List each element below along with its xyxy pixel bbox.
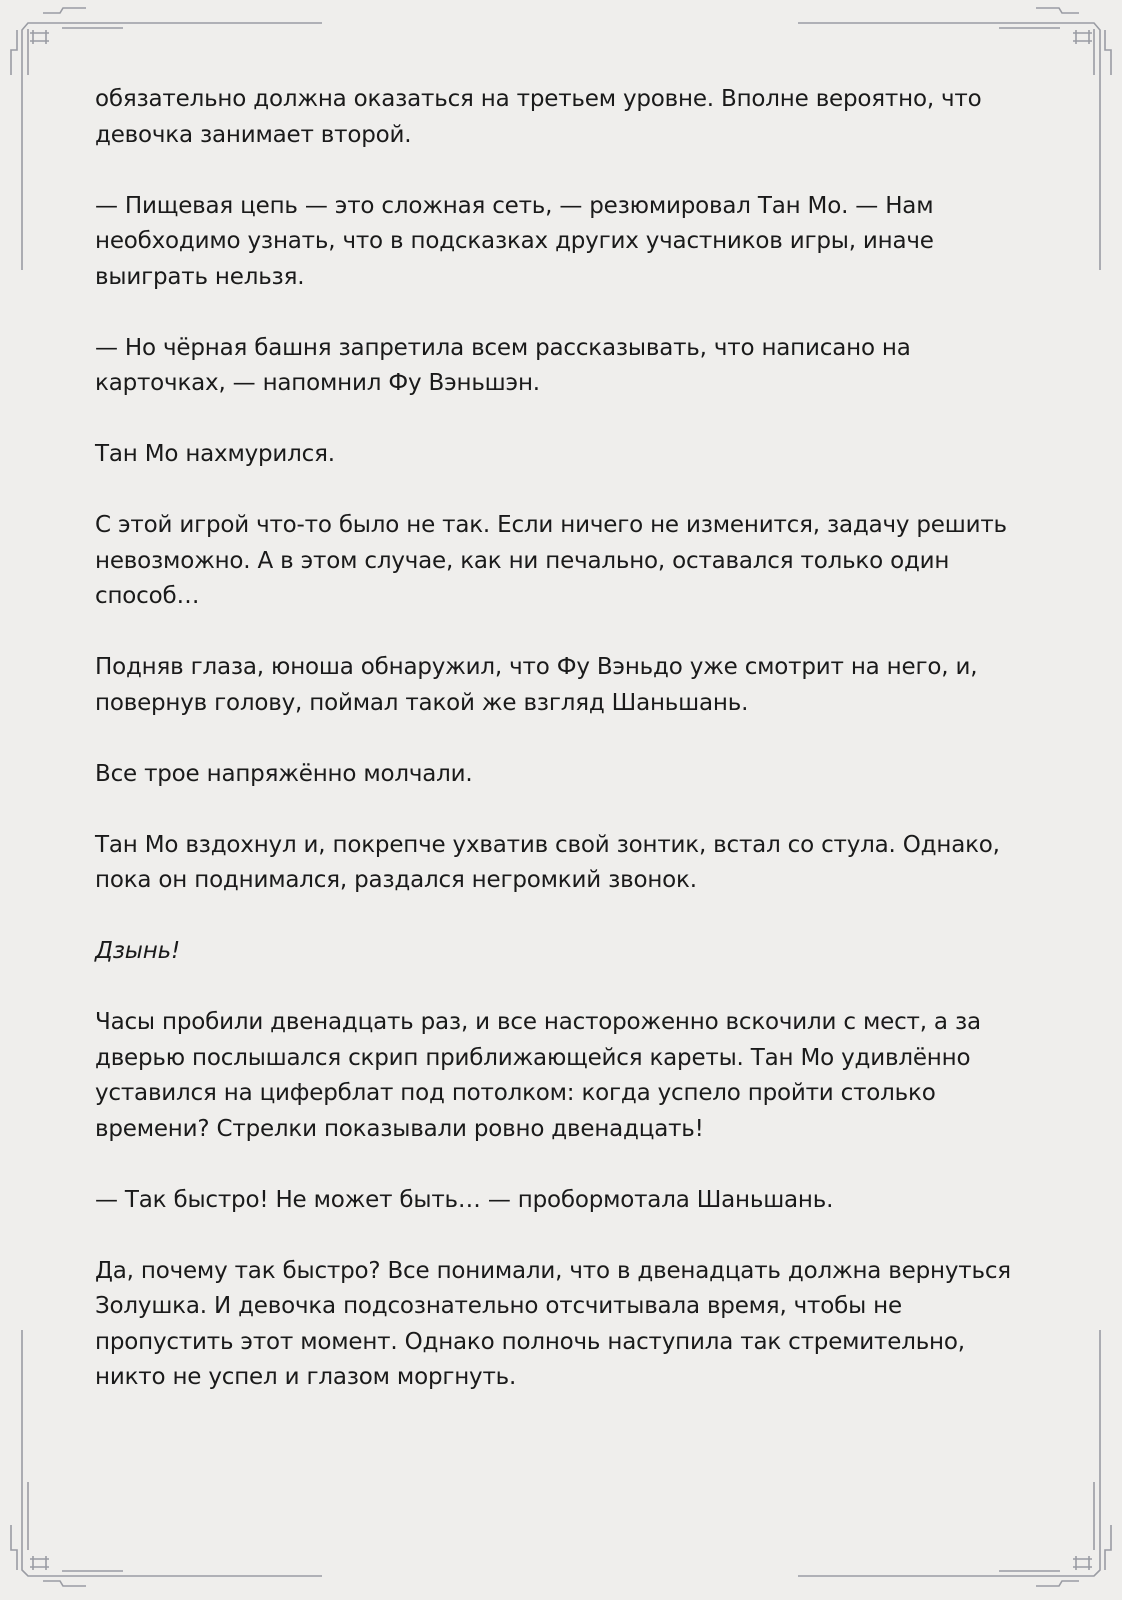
paragraph-italic-sound: Дзынь! [95,938,180,964]
paragraph: Часы пробили двенадцать раз, и все настороженно вскочили с мест, а за дверью послышался скрип приближающейся кареты. Тан Мо удивлённо уставился на циферблат под потолком: когда успело пройти столько времени? Стрелки показывали ровно двенадцать! [95,1009,981,1142]
paragraph: — Так быстро! Не может быть… — пробормотала Шаньшань. [95,1186,834,1213]
paragraph: обязательно должна оказаться на третьем уровне. Вполне вероятно, что девочка занимает второй. [95,86,982,148]
paragraph: — Пищевая цепь — это сложная сеть, — резюмировал Тан Мо. — Нам необходимо узнать, что в подсказках других участников игры, иначе выиграть нельзя. [95,192,934,290]
paragraph: Да, почему так быстро? Все понимали, что в двенадцать должна вернуться Золушка. И девочка подсознательно отсчитывала время, чтобы не пропустить этот момент. Однако полночь наступила так стремительно, никто не успел и глазом моргнуть. [95,1257,1011,1390]
paragraph: Тан Мо вздохнул и, покрепче ухватив свой зонтик, встал со стула. Однако, пока он поднимался, раздался негромкий звонок. [95,831,1000,893]
paragraph: С этой игрой что-то было не так. Если ничего не изменится, задачу решить невозможно. А в этом случае, как ни печально, оставался только один способ… [95,512,1007,609]
document-body [95,82,1030,1431]
paragraph: Тан Мо нахмурился. [95,441,335,467]
paragraph: Подняв глаза, юноша обнаружил, что Фу Вэньдо уже смотрит на него, и, повернув голову, поймал такой же взгляд Шаньшань. [95,654,978,716]
paragraph: — Но чёрная башня запретила всем рассказывать, что написано на карточках, — напомнил Фу Вэньшэн. [95,334,911,396]
paragraph: Все трое напряжённо молчали. [95,760,473,787]
